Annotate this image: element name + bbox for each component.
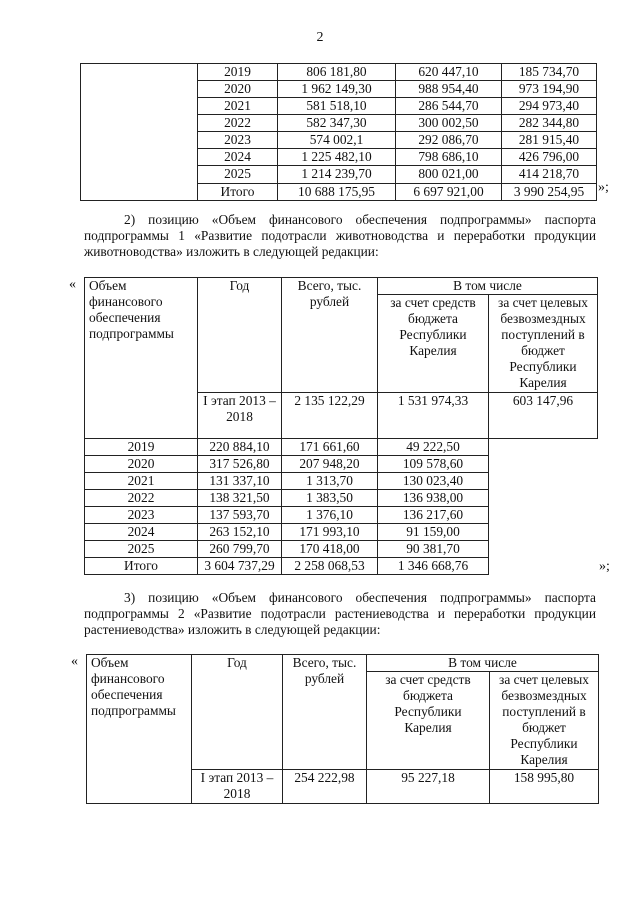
cell-total: 1 214 239,70	[278, 166, 396, 183]
header-including: В том числе	[367, 655, 599, 672]
stage-budget: 95 227,18	[367, 770, 490, 804]
cell-total: 1 225 482,10	[278, 149, 396, 166]
header-total: Всего, тыс. рублей	[282, 278, 378, 393]
cell-year: Итого	[85, 558, 198, 575]
table1-closing-quote: »;	[598, 180, 609, 195]
header-label: Объем финансового обеспечения подпрограммы	[87, 655, 192, 770]
header-year: Год	[198, 278, 282, 393]
table-row	[85, 541, 598, 558]
cell-year: 2020	[85, 455, 198, 472]
cell-grants: 49 222,50	[378, 438, 489, 455]
cell-budget: 171 661,60	[282, 438, 378, 455]
stage-grants: 603 147,96	[489, 392, 598, 438]
cell-year: 2022	[85, 489, 198, 506]
cell-year: 2023	[198, 132, 278, 149]
cell-budget: 798 686,10	[396, 149, 502, 166]
cell-total: 260 799,70	[198, 541, 282, 558]
cell-total: 317 526,80	[198, 455, 282, 472]
cell-total: 3 604 737,29	[198, 558, 282, 575]
table-subprogram-2	[86, 654, 599, 804]
cell-grants: 91 159,00	[378, 523, 489, 540]
cell-year: 2023	[85, 506, 198, 523]
cell-grants: 973 194,90	[502, 81, 597, 98]
cell-budget: 292 086,70	[396, 132, 502, 149]
cell-budget: 800 021,00	[396, 166, 502, 183]
cell-grants: 136 938,00	[378, 489, 489, 506]
cell-grants: 1 346 668,76	[378, 558, 489, 575]
cell-total: 581 518,10	[278, 98, 396, 115]
table-row	[85, 438, 598, 455]
page-number: 2	[316, 30, 324, 45]
cell-year: 2020	[198, 81, 278, 98]
stage-grants: 158 995,80	[490, 770, 599, 804]
label-cell-empty	[81, 64, 198, 201]
cell-year: 2025	[85, 541, 198, 558]
table-row	[81, 64, 597, 81]
table-row	[85, 558, 598, 575]
header-including: В том числе	[378, 278, 598, 295]
stage-year: I этап 2013 – 2018	[198, 392, 282, 438]
cell-grants: 294 973,40	[502, 98, 597, 115]
stage-total: 254 222,98	[283, 770, 367, 804]
header-year: Год	[192, 655, 283, 770]
header-budget: за счет средств бюджета Республики Карелия	[367, 672, 490, 770]
cell-total: 574 002,1	[278, 132, 396, 149]
cell-total: 131 337,10	[198, 472, 282, 489]
cell-budget: 171 993,10	[282, 523, 378, 540]
header-grants: за счет целевых безвозмездных поступлений в бюджет Республики Карелия	[489, 295, 598, 392]
cell-grants: 90 381,70	[378, 541, 489, 558]
table-subprogram-1	[84, 277, 598, 575]
cell-total: 220 884,10	[198, 438, 282, 455]
header-budget: за счет средств бюджета Республики Карелия	[378, 295, 489, 392]
header-total: Всего, тыс. рублей	[283, 655, 367, 770]
cell-year: 2024	[198, 149, 278, 166]
table2-closing-quote: »;	[599, 559, 610, 574]
cell-total: 137 593,70	[198, 506, 282, 523]
cell-grants: 414 218,70	[502, 166, 597, 183]
cell-budget: 988 954,40	[396, 81, 502, 98]
cell-total: 10 688 175,95	[278, 183, 396, 200]
cell-year: 2021	[85, 472, 198, 489]
cell-budget: 2 258 068,53	[282, 558, 378, 575]
cell-budget: 300 002,50	[396, 115, 502, 132]
cell-year: 2022	[198, 115, 278, 132]
table-row	[85, 455, 598, 472]
label-cell-empty	[87, 770, 192, 804]
paragraph-2: 2) позицию «Объем финансового обеспечения подпрограммы» паспорта подпрограммы 1 «Развитие подотрасли животноводства и переработки продукции животноводства» изложить в следующей редакции:	[84, 212, 596, 260]
cell-total: 1 962 149,30	[278, 81, 396, 98]
cell-grants: 109 578,60	[378, 455, 489, 472]
cell-budget: 620 447,10	[396, 64, 502, 81]
header-grants: за счет целевых безвозмездных поступлений в бюджет Республики Карелия	[490, 672, 599, 770]
cell-total: 582 347,30	[278, 115, 396, 132]
cell-budget: 1 313,70	[282, 472, 378, 489]
cell-total: 138 321,50	[198, 489, 282, 506]
table3-opening-quote: «	[71, 654, 78, 669]
cell-total: 263 152,10	[198, 523, 282, 540]
cell-budget: 6 697 921,00	[396, 183, 502, 200]
cell-budget: 1 376,10	[282, 506, 378, 523]
cell-grants: 282 344,80	[502, 115, 597, 132]
cell-budget: 286 544,70	[396, 98, 502, 115]
cell-grants: 426 796,00	[502, 149, 597, 166]
stage-total: 2 135 122,29	[282, 392, 378, 438]
cell-grants: 185 734,70	[502, 64, 597, 81]
table-subprogram-continued	[80, 63, 597, 201]
cell-year: 2019	[85, 438, 198, 455]
table-row	[85, 472, 598, 489]
paragraph-3: 3) позицию «Объем финансового обеспечения подпрограммы» паспорта подпрограммы 2 «Развитие подотрасли растениеводства и переработки продукции растениеводства» изложить в следующей редакции:	[84, 590, 596, 638]
cell-budget: 170 418,00	[282, 541, 378, 558]
cell-grants: 136 217,60	[378, 506, 489, 523]
cell-grants: 281 915,40	[502, 132, 597, 149]
table-row	[85, 506, 598, 523]
cell-grants: 130 023,40	[378, 472, 489, 489]
stage-budget: 1 531 974,33	[378, 392, 489, 438]
cell-year: 2024	[85, 523, 198, 540]
table2-opening-quote: «	[69, 277, 76, 292]
cell-year: 2019	[198, 64, 278, 81]
table-row	[85, 523, 598, 540]
table-row	[85, 489, 598, 506]
cell-grants: 3 990 254,95	[502, 183, 597, 200]
cell-year: 2021	[198, 98, 278, 115]
cell-total: 806 181,80	[278, 64, 396, 81]
label-cell-empty	[85, 392, 198, 438]
header-label: Объем финансового обеспечения подпрограммы	[85, 278, 198, 393]
stage-year: I этап 2013 – 2018	[192, 770, 283, 804]
cell-budget: 207 948,20	[282, 455, 378, 472]
cell-year: 2025	[198, 166, 278, 183]
cell-year: Итого	[198, 183, 278, 200]
cell-budget: 1 383,50	[282, 489, 378, 506]
